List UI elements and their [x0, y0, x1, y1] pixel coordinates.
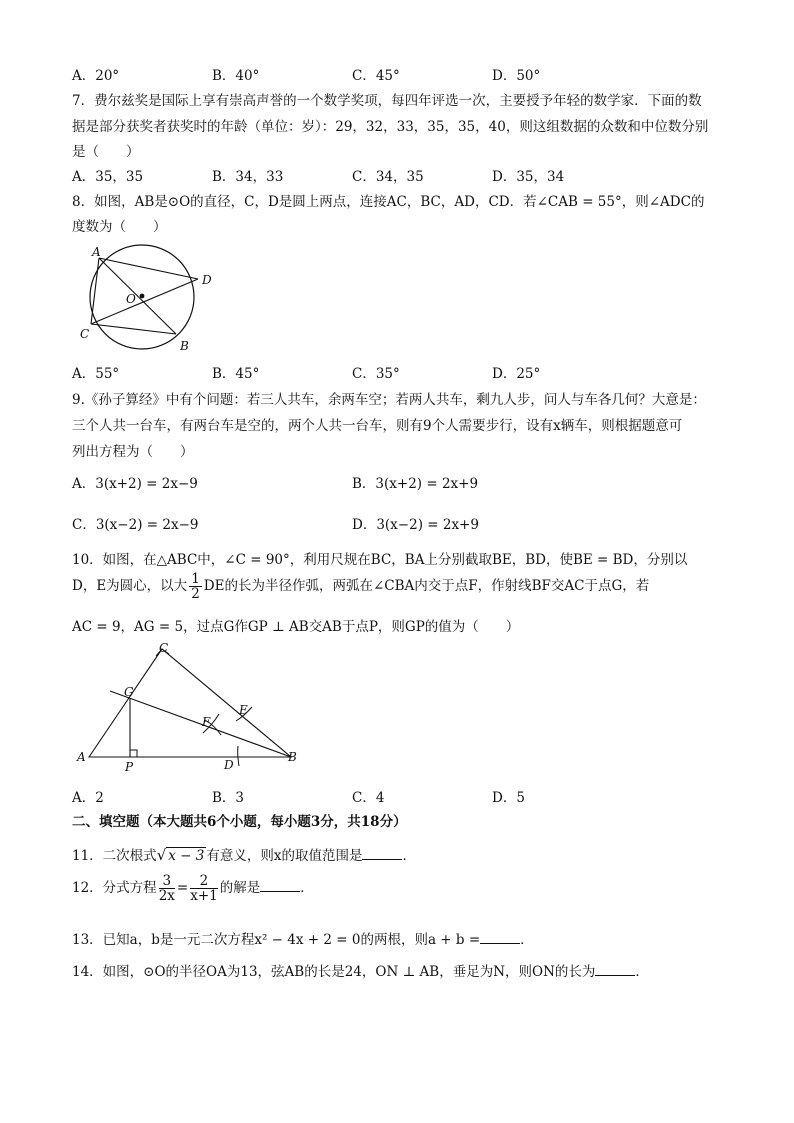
q10-label-f: F [202, 715, 211, 729]
q11-sqrt: √ x − 3 [156, 846, 205, 864]
q12-fraction-1-den: 2x [158, 888, 175, 905]
q10-fraction-num: 1 [191, 571, 200, 587]
q12-end: ． [300, 880, 314, 897]
q10-label-d: D [224, 758, 234, 772]
q8-circle-figure [78, 240, 228, 358]
q6-option-b: B．40° [212, 68, 260, 84]
q13-text: 13．已知a，b是一元二次方程x² − 4x + 2 = 0的两根，则a + b = [72, 932, 481, 948]
q8-option-d: D．25° [492, 366, 541, 382]
q11-post: 有意义，则x的取值范围是 [206, 848, 363, 864]
q12-fraction-2-den: x+1 [190, 888, 218, 905]
q14-answer-blank[interactable] [595, 963, 635, 976]
q8-line-1: 8．如图，AB是⊙O的直径，C，D是圆上两点，连接AC，BC，AD，CD．若∠CAB = 55°，则∠ADC的 [72, 194, 705, 210]
q10-option-d: D．5 [492, 790, 525, 806]
q10-ray-bf [110, 691, 291, 757]
q10-right-angle-p [130, 750, 137, 757]
q9-line-2: 三个人共一台车，有两台车是空的，两个人共一台车，则有9个人需要步行，设有x辆车，则根据题意可 [72, 418, 683, 434]
q10-line-2 [72, 572, 649, 601]
q12-post: 的解是 [219, 880, 261, 897]
q11-answer-blank[interactable] [362, 847, 402, 860]
q8-segment-cd [91, 279, 198, 324]
section-2-heading: 二、填空题（本大题共6个小题，每小题3分，共18分） [72, 814, 407, 830]
q13-end: ． [520, 932, 534, 948]
q12-fraction-2-num: 2 [190, 874, 218, 889]
q7-line-3: 是（ ） [72, 144, 140, 160]
q7-option-a: A．35，35 [72, 169, 144, 185]
q10-triangle-figure [72, 640, 312, 775]
q10-label-a: A [77, 750, 86, 764]
q10-arc-d [238, 746, 239, 766]
q14-end: ． [635, 964, 649, 980]
q8-option-b: B．45° [212, 366, 260, 382]
q14-line [72, 960, 649, 980]
q9-option-a: A．3(x+2) = 2x−9 [72, 476, 198, 492]
q12-fraction-1 [159, 874, 175, 903]
q10-label-g: G [124, 685, 134, 699]
q10-fraction-den: 2 [191, 586, 200, 603]
q10-fraction-half [189, 572, 202, 601]
q9-line-3: 列出方程为（ ） [72, 444, 194, 460]
q13-answer-blank[interactable] [480, 931, 520, 944]
q7-option-c: C．34，35 [352, 169, 424, 185]
q8-segment-ad [99, 258, 198, 279]
q11-radicand: x − 3 [168, 848, 205, 864]
q9-option-b: B．3(x+2) = 2x+9 [352, 476, 479, 492]
q13-line [72, 928, 534, 948]
q9-option-d: D．3(x−2) = 2x+9 [352, 517, 479, 533]
q11-pre: 11．二次根式 [72, 848, 157, 864]
q8-option-c: C．35° [352, 366, 400, 382]
q7-line-2: 据是部分获奖者获奖时的年龄（单位：岁）：29，32，33，35，35，40，则这组数据的众数和中位数分别 [72, 119, 709, 135]
q10-label-e: E [239, 703, 248, 717]
q11-end: ． [402, 848, 416, 864]
q8-segment-ab [99, 258, 176, 334]
q12-line [72, 874, 314, 903]
q7-option-b: B．34，33 [212, 169, 284, 185]
q12-fraction-2 [190, 874, 218, 903]
q8-option-a: A．55° [72, 366, 120, 382]
q10-line-1: 10．如图，在△ABC中，∠C = 90°，利用尺规在BC，BA上分别截取BE，BD，使BE = BD，分别以 [72, 552, 688, 568]
q11-line [72, 844, 416, 864]
q8-label-c: C [80, 327, 90, 341]
q6-option-c: C．45° [352, 68, 400, 84]
q7-line-1: 7．费尔兹奖是国际上享有崇高声誉的一个数学奖项，每四年评选一次，主要授予年轻的数学家．下面的数 [72, 93, 702, 109]
q10-label-c: C [159, 641, 169, 655]
q10-option-b: B．3 [212, 790, 245, 806]
q14-text: 14．如图，⊙O的半径OA为13，弦AB的长是24，ON ⊥ AB，垂足为N，则ON的长为 [72, 964, 596, 980]
q6-option-a: A．20° [72, 68, 120, 84]
q8-segment-ac [91, 258, 99, 324]
q10-line-3: AC = 9，AG = 5，过点G作GP ⊥ AB交AB于点P，则GP的值为（ ） [72, 619, 520, 635]
q12-pre: 12．分式方程 [72, 880, 157, 897]
q10-option-a: A．2 [72, 790, 104, 806]
q10-label-p: P [125, 760, 134, 774]
q10-option-c: C．4 [352, 790, 385, 806]
q8-center-dot [140, 294, 145, 299]
q10-triangle-abc [89, 649, 291, 757]
q10-label-b: B [288, 750, 297, 764]
q8-label-b: B [180, 339, 189, 353]
q8-label-a: A [92, 245, 101, 259]
q9-option-c: C．3(x−2) = 2x−9 [72, 517, 199, 533]
q8-label-o: O [126, 292, 136, 306]
q12-answer-blank[interactable] [260, 879, 300, 892]
q10-line-2a: D，E为圆心，以大 [72, 578, 188, 595]
q12-equals: = [176, 880, 189, 897]
q7-option-d: D．35，34 [492, 169, 565, 185]
q8-line-2: 度数为（ ） [72, 219, 167, 235]
q9-line-1: 9.《孙子算经》中有个问题：若三人共车，余两车空；若两人共车，剩九人步，问人与车各几何？大意是： [72, 392, 706, 408]
q10-line-2b: DE的长为半径作弧，两弧在∠CBA内交于点F，作射线BF交AC于点G，若 [203, 578, 650, 595]
q8-label-d: D [202, 273, 212, 287]
q12-fraction-1-num: 3 [159, 874, 175, 889]
q6-option-d: D．50° [492, 68, 541, 84]
